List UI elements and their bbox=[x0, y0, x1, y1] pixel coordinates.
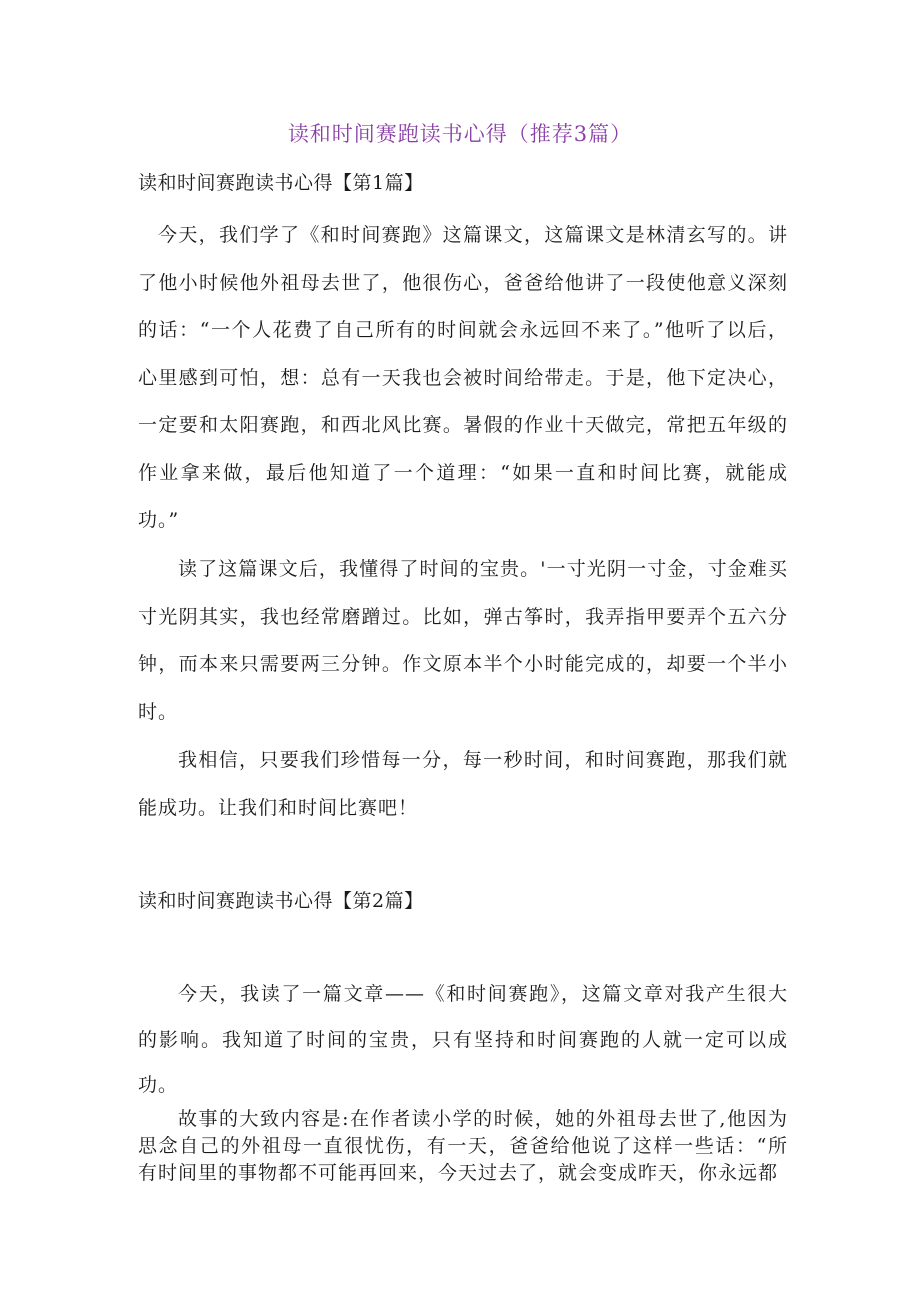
document-title: 读和时间赛跑读书心得（推荐3篇） bbox=[287, 122, 633, 146]
section-1-paragraph-2: 读了这篇课文后，我懂得了时间的宝贵。'一寸光阴一寸金，寸金难买寸光阴其实，我也经常磨蹭过。比如，弹古筝时，我弄指甲要弄个五六分钟，而本来只需要两三分钟。作文原本半个小时能完成的，却要一个半小时。 bbox=[138, 558, 788, 723]
section-1-paragraph-1: 今天，我们学了《和时间赛跑》这篇课文，这篇课文是林清玄写的。讲了他小时候他外祖母去世了，他很伤心，爸爸给他讲了一段使他意义深刻的话：“一个人花费了自己所有的时间就会永远回不来了。”他听了以后，心里感到可怕，想：总有一天我也会被时间给带走。于是，他下定决心，一定要和太阳赛跑，和西北风比赛。暑假的作业十天做完，常把五年级的作业拿来做，最后他知道了一个道理：“如果一直和时间比赛，就能成功。” bbox=[138, 224, 788, 531]
section-2-paragraph-1: 今天，我读了一篇文章——《和时间赛跑》，这篇文章对我产生很大的影响。我知道了时间的宝贵，只有坚持和时间赛跑的人就一定可以成功。 bbox=[138, 983, 788, 1096]
section-1-paragraph-3: 我相信，只要我们珍惜每一分，每一秒时间，和时间赛跑，那我们就能成功。让我们和时间比赛吧！ bbox=[138, 749, 788, 819]
section-2-paragraph-2: 故事的大致内容是:在作者读小学的时候，她的外祖母去世了,他因为思念自己的外祖母一直很忧伤，有一天，爸爸给他说了这样一些话：“所有时间里的事物都不可能再回来，今天过去了，就会变成昨天，你永远都 bbox=[138, 1108, 788, 1184]
section-2-heading: 读和时间赛跑读书心得【第2篇】 bbox=[138, 890, 424, 912]
section-1-heading: 读和时间赛跑读书心得【第1篇】 bbox=[138, 172, 424, 194]
